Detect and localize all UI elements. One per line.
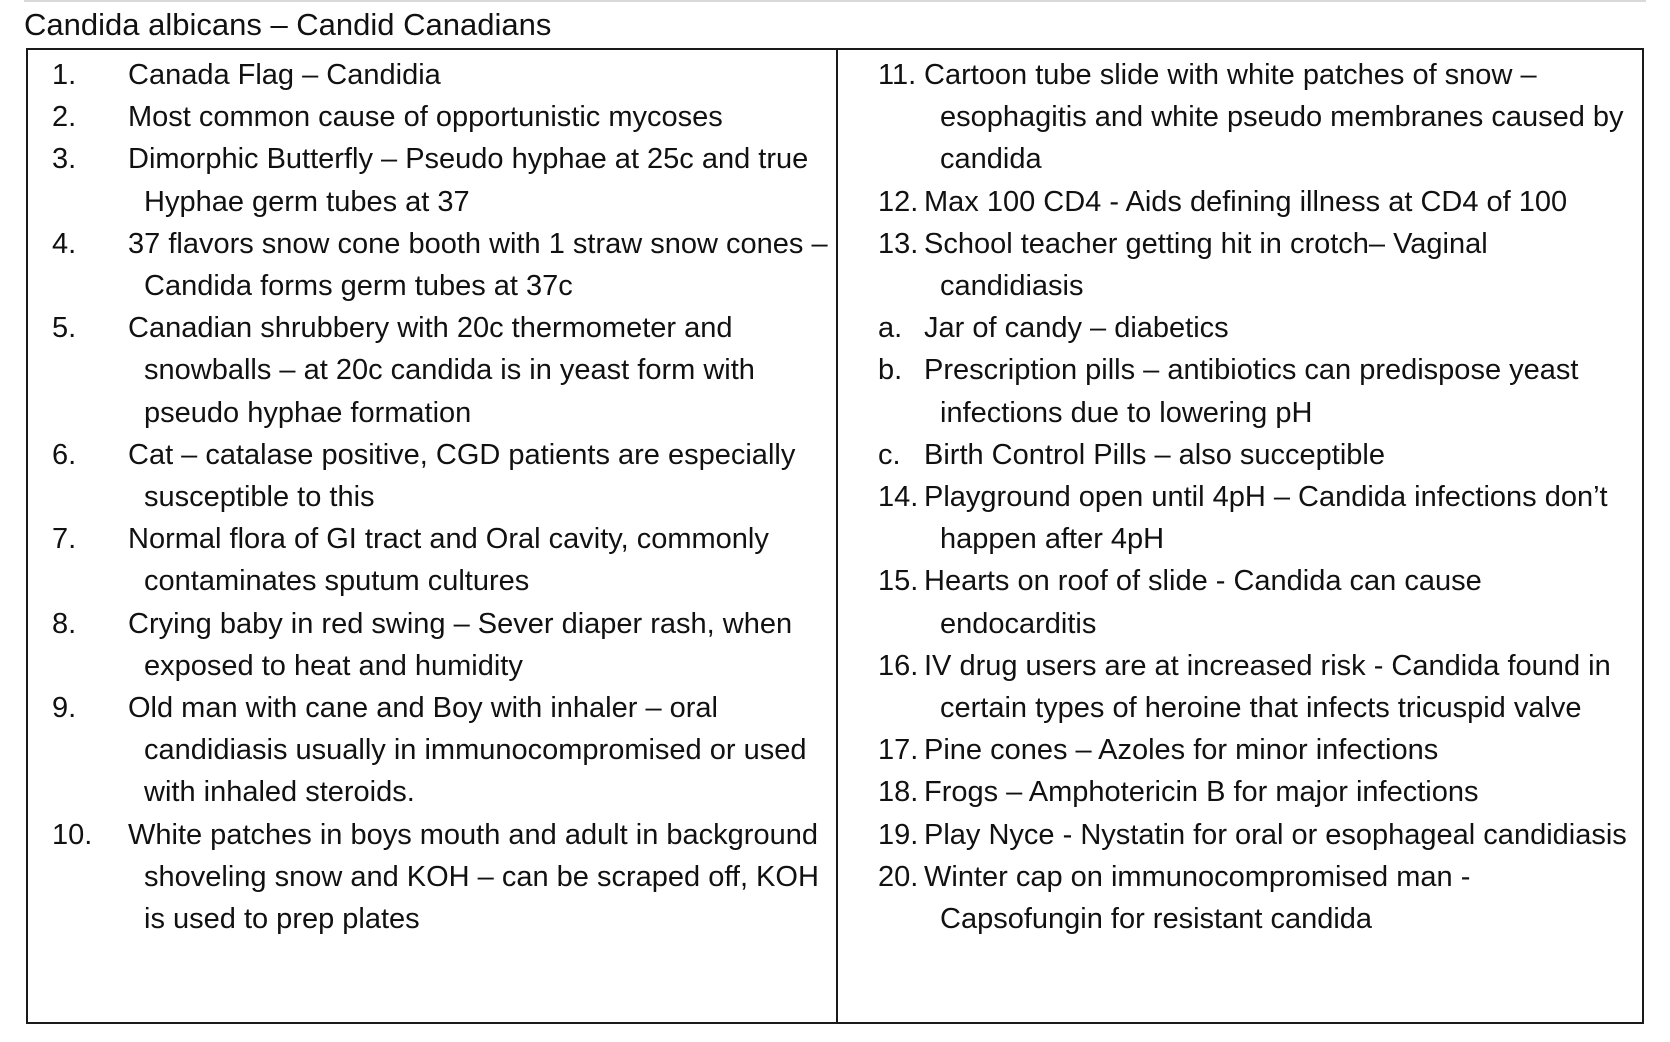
list-item: [878, 223, 1634, 307]
mnemonic-table: [26, 48, 1644, 1024]
list-item-number: 6.: [52, 438, 77, 471]
list-item-text: Canadian shrubbery with 20c thermometer and snowballs – at 20c candida is in yeast form with pseudo hyphae formation: [128, 312, 755, 429]
list-item-number: 9.: [52, 692, 77, 725]
list-item: [52, 54, 830, 96]
list-item-number: 5.: [52, 312, 77, 345]
list-item-number: 8.: [52, 607, 77, 640]
list-item: [52, 687, 830, 814]
list-item-number: 10.: [52, 818, 93, 851]
list-item-text: Winter cap on immunocompromised man - Capsofungin for resistant candida: [924, 860, 1471, 936]
right-column: [838, 50, 1642, 1022]
list-item: [52, 307, 830, 434]
list-item-number: 4.: [52, 227, 77, 260]
list-item: [878, 349, 1634, 433]
list-item-number: b.: [878, 354, 903, 387]
list-item-text: Prescription pills – antibiotics can predispose yeast infections due to lowering pH: [924, 354, 1579, 429]
list-item-number: 19.: [878, 818, 919, 851]
list-item: [52, 434, 830, 518]
list-item: [878, 645, 1634, 729]
list-item-text: Dimorphic Butterfly – Pseudo hyphae at 25c and true Hyphae germ tubes at 37: [128, 143, 809, 218]
list-item: [52, 96, 830, 138]
list-item-text: School teacher getting hit in crotch– Vaginal candidiasis: [924, 227, 1488, 303]
list-item-text: Cat – catalase positive, CGD patients are especially susceptible to this: [128, 438, 796, 514]
list-item: [878, 181, 1634, 223]
list-item-number: 16.: [878, 649, 919, 682]
list-item: [878, 560, 1634, 644]
list-item-number: 1.: [52, 59, 77, 91]
list-item: [52, 223, 830, 307]
list-item: [878, 476, 1634, 560]
list-item-number: 11.: [878, 59, 917, 91]
list-item: [878, 434, 1634, 476]
list-item: [52, 603, 830, 687]
list-item-text: Max 100 CD4 - Aids defining illness at CD4 of 100: [924, 185, 1568, 218]
top-divider: [24, 0, 1646, 2]
list-item-text: Normal flora of GI tract and Oral cavity, commonly contaminates sputum cultures: [128, 523, 769, 598]
list-item-number: 3.: [52, 143, 77, 176]
list-item-text: IV drug users are at increased risk - Candida found in certain types of heroine that infects tricuspid valve: [924, 649, 1611, 725]
list-item-text: Crying baby in red swing – Sever diaper rash, when exposed to heat and humidity: [128, 607, 793, 682]
list-item-text: Playground open until 4pH – Candida infections don’t happen after 4pH: [924, 481, 1608, 556]
list-item-text: Frogs – Amphotericin B for major infections: [924, 776, 1479, 809]
list-item-number: 14.: [878, 481, 919, 514]
list-item-text: Birth Control Pills – also succeptible: [924, 438, 1385, 471]
list-item: [878, 54, 1634, 181]
list-item: [878, 856, 1634, 940]
list-item-number: 2.: [52, 101, 77, 134]
list-item: [52, 138, 830, 222]
list-item-text: Jar of candy – diabetics: [924, 312, 1229, 345]
list-item: [878, 771, 1634, 813]
list-item-text: Hearts on roof of slide - Candida can cause endocarditis: [924, 565, 1482, 640]
list-item-number: a.: [878, 312, 903, 345]
list-item: [878, 814, 1634, 856]
list-item: [878, 307, 1634, 349]
list-item-number: 12.: [878, 185, 919, 218]
list-item: [878, 729, 1634, 771]
right-note-list: [878, 54, 1634, 940]
left-column: [28, 50, 838, 1022]
list-item-text: Old man with cane and Boy with inhaler – oral candidiasis usually in immunocompromised or used with inhaled steroids.: [128, 692, 807, 809]
list-item-text: Pine cones – Azoles for minor infections: [924, 734, 1439, 767]
list-item: [52, 518, 830, 602]
document-title: Candida albicans – Candid Canadians: [24, 7, 552, 42]
list-item-text: Canada Flag – Candidia: [128, 59, 441, 91]
list-item-text: Play Nyce - Nystatin for oral or esophageal candidiasis: [924, 818, 1627, 851]
left-note-list: [52, 54, 830, 940]
list-item-number: c.: [878, 438, 901, 471]
list-item-number: 7.: [52, 523, 77, 556]
list-item-number: 13.: [878, 227, 919, 260]
list-item: [52, 814, 830, 941]
list-item-text: White patches in boys mouth and adult in background shoveling snow and KOH – can be scraped off, KOH is used to prep plates: [128, 818, 819, 936]
list-item-text: Most common cause of opportunistic mycoses: [128, 101, 723, 134]
list-item-text: Cartoon tube slide with white patches of snow – esophagitis and white pseudo membranes caused by candida: [924, 59, 1624, 176]
list-item-text: 37 flavors snow cone booth with 1 straw snow cones – Candida forms germ tubes at 37c: [128, 227, 828, 303]
list-item-number: 18.: [878, 776, 919, 809]
list-item-number: 15.: [878, 565, 919, 598]
list-item-number: 17.: [878, 734, 919, 767]
list-item-number: 20.: [878, 860, 919, 893]
